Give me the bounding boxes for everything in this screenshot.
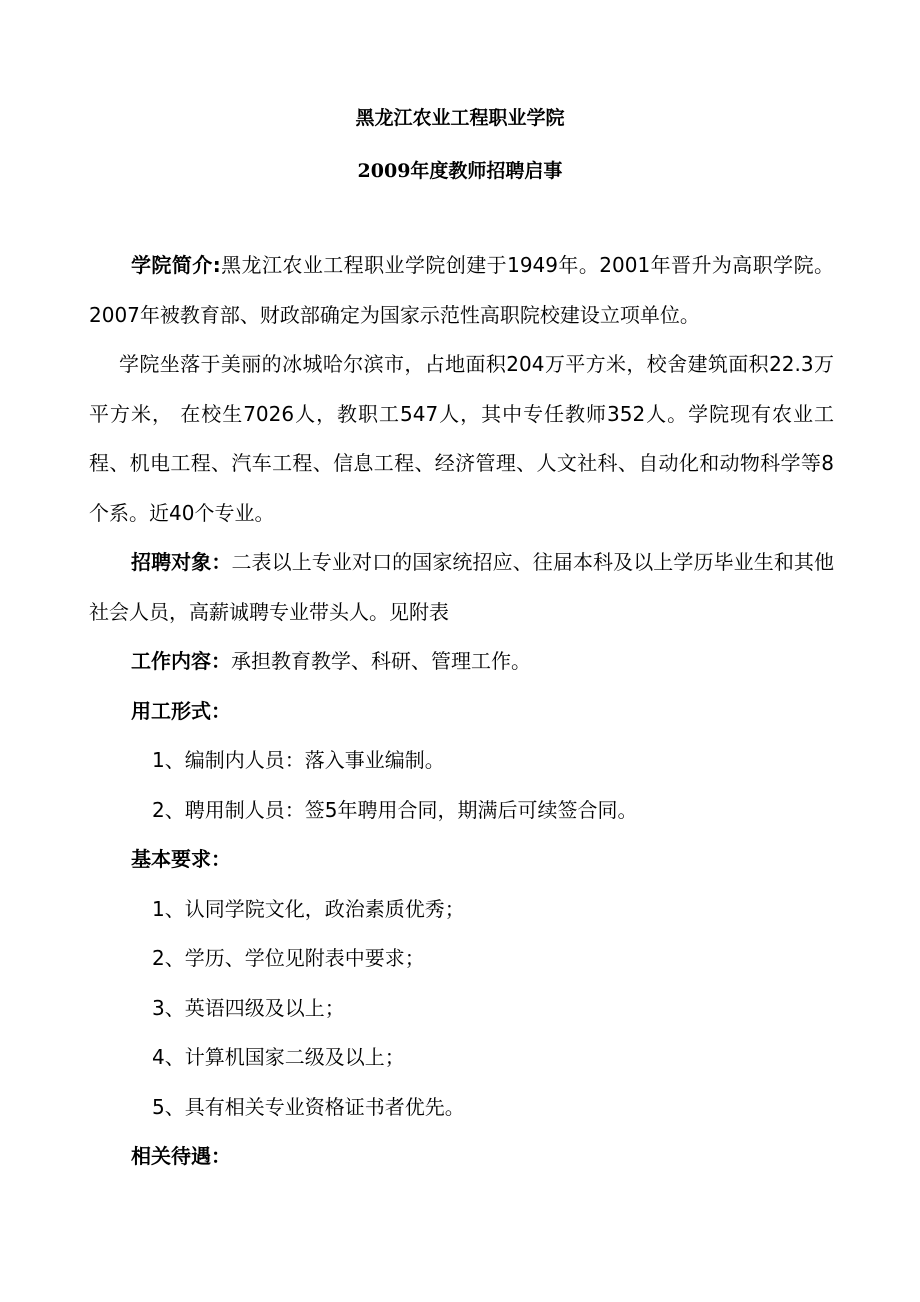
employment-heading: 用工形式： [131,698,231,723]
work-text: 承担教育教学、科研、管理工作。 [231,649,531,673]
intro-paragraph [89,241,834,340]
requirement-item: 5、具有相关专业资格证书者优先。 [152,1094,465,1119]
intro-label: 学院简介: [131,253,221,277]
targets-paragraph [89,538,834,637]
requirement-item: 3、英语四级及以上； [152,995,345,1020]
work-label: 工作内容： [131,649,231,673]
document-subtitle: 2009年度教师招聘启事 [357,160,563,182]
requirement-item: 4、计算机国家二级及以上； [152,1045,405,1069]
requirement-item: 2、学历、学位见附表中要求； [152,946,425,970]
requirements-heading: 基本要求： [131,847,231,871]
employment-item: 1、编制内人员：落入事业编制。 [152,748,445,772]
employment-item: 2、聘用制人员：签5年聘用合同，期满后可续签合同。 [152,797,638,822]
targets-text: 二表以上专业对口的国家统招应、往届本科及以上学历毕业生和其他社会人员，高薪诚聘专业带头人。见附表 [89,550,835,624]
document-title: 黑龙江农业工程职业学院 [355,107,565,129]
benefits-heading: 相关待遇： [131,1144,231,1168]
intro-text: 黑龙江农业工程职业学院创建于1949年。2001年晋升为高职学院。 2007年被教育部、财政部确定为国家示范性高职院校建设立项单位。 [89,253,834,327]
campus-paragraph: 学院坐落于美丽的冰城哈尔滨市，占地面积204万平方米，校舍建筑面积22.3万平方米， 在校生7026人，教职工547人，其中专任教师352人。学院现有农业工程、机电工程、汽车工程、信息工程、经济管理、人文社科、自动化和动物科学等8个系。近40个专业。 [89,352,834,525]
document-body [89,241,834,1182]
work-paragraph [89,637,834,687]
requirement-item: 1、认同学院文化，政治素质优秀； [152,896,465,921]
targets-label: 招聘对象： [131,550,232,574]
